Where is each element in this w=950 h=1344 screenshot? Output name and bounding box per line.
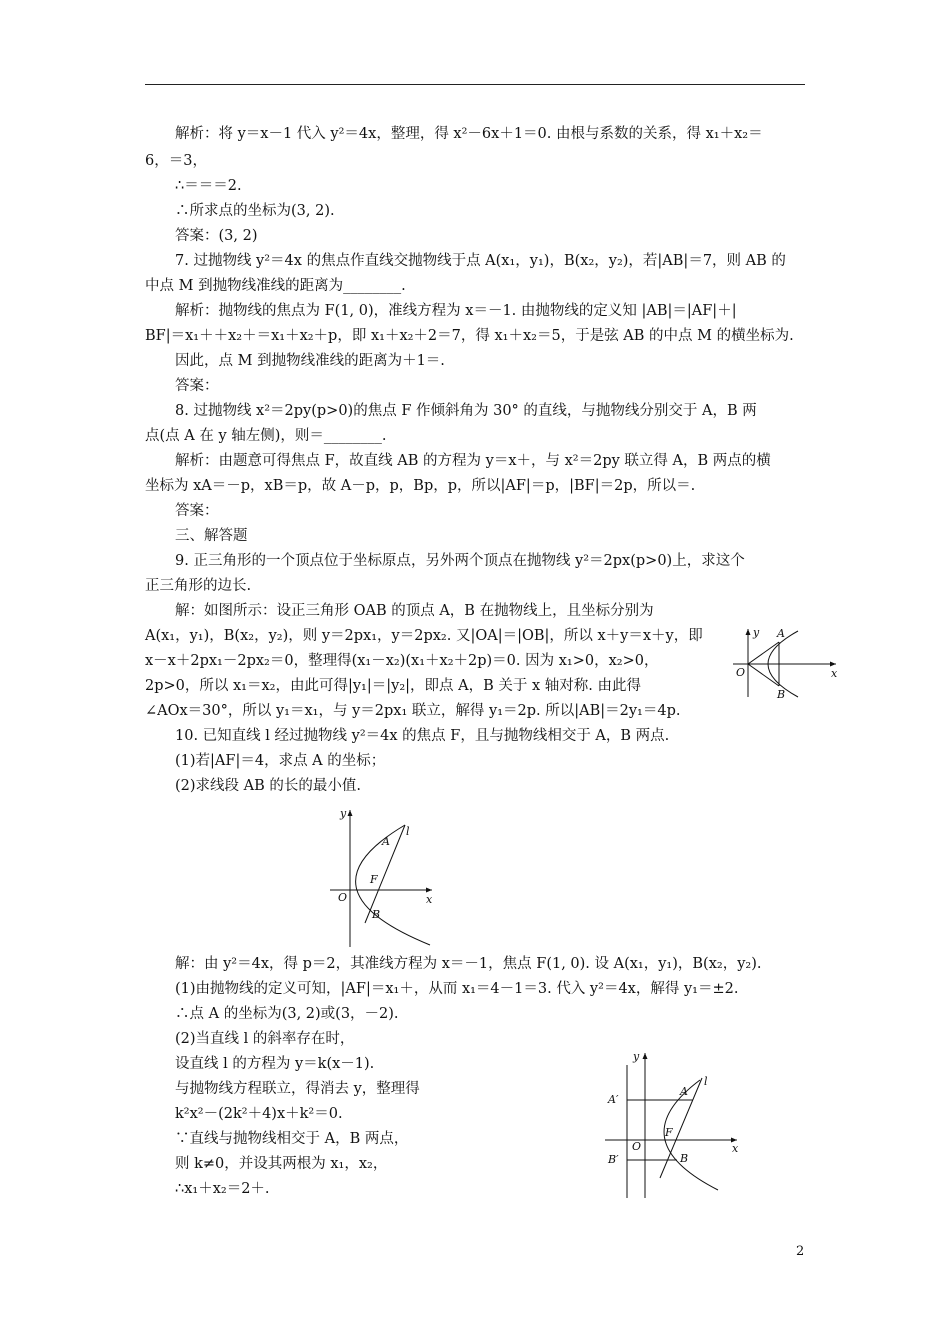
y-axis-arrow	[643, 1053, 648, 1059]
origin-label: O	[632, 1140, 642, 1153]
text-line: k²x²－(2k²＋4)x＋k²＝0.	[175, 1106, 343, 1122]
segment-ob	[748, 664, 779, 686]
text-line: 则 k≠0，并设其两根为 x₁，x₂，	[175, 1156, 388, 1172]
origin-label: O	[736, 666, 746, 679]
answer-line: 答案：	[175, 378, 219, 394]
text-line: 6，＝3，	[145, 153, 207, 169]
text-line: 设直线 l 的方程为 y＝k(x－1).	[175, 1056, 375, 1072]
question-line: 正三角形的边长.	[145, 578, 252, 594]
x-axis-label: x	[831, 667, 838, 680]
y-axis-arrow	[348, 810, 353, 816]
point-b-label: B	[777, 688, 786, 701]
header-rule	[145, 84, 805, 85]
question-line: 8. 过抛物线 x²＝2py(p>0)的焦点 F 作倾斜角为 30° 的直线，与抛物线分别交于 A，B 两	[175, 403, 757, 419]
question-line: (2)求线段 AB 的长的最小值.	[175, 778, 361, 794]
point-a-label: A	[382, 835, 390, 848]
text-line: 解：由 y²＝4x，得 p＝2，其准线方程为 x＝－1，焦点 F(1, 0). 设 A(x₁，y₁)，B(x₂，y₂).	[175, 956, 762, 972]
focus-label: F	[665, 1126, 673, 1139]
text-line: x－x＋2px₁－2px₂＝0，整理得(x₁－x₂)(x₁＋x₂＋2p)＝0. 因为 x₁>0，x₂>0，	[145, 653, 659, 669]
text-line: ∴所求点的坐标为(3, 2).	[175, 203, 335, 219]
point-a-label: A	[777, 627, 785, 640]
point-b-prime-label: B′	[608, 1153, 619, 1166]
point-a-prime-label: A′	[608, 1093, 619, 1106]
text-line: 2p>0，所以 x₁＝x₂，由此可得|y₁|＝|y₂|，即点 A，B 关于 x 轴对称. 由此得	[145, 678, 641, 694]
question-line: (1)若|AF|＝4，求点 A 的坐标；	[175, 753, 386, 769]
text-line: (1)由抛物线的定义可知，|AF|＝x₁＋，从而 x₁＝4－1＝3. 代入 y²＝4x，解得 y₁＝±2.	[175, 981, 739, 997]
text-line: ∠AOx＝30°，所以 y₁＝x₁，与 y＝2px₁ 联立，解得 y₁＝2p. 所以|AB|＝2y₁＝4p.	[145, 703, 681, 719]
x-axis-label: x	[732, 1142, 739, 1155]
text-line: A(x₁，y₁)，B(x₂，y₂)，则 y＝2px₁，y＝2px₂. 又|OA|＝|OB|，所以 x＋y＝x＋y，即	[145, 628, 703, 644]
point-b-label: B	[680, 1152, 689, 1165]
text-line: ∴x₁＋x₂＝2＋.	[175, 1181, 270, 1197]
text-line: 坐标为 xA＝－p，xB＝p，故 A－p，p，Bp，p，所以|AF|＝p，|BF|＝2p，所以＝.	[145, 478, 696, 494]
line-l-label: l	[704, 1075, 708, 1088]
page-number: 2	[796, 1244, 805, 1259]
question-line: 中点 M 到抛物线准线的距离为________.	[145, 278, 406, 294]
focus-label: F	[370, 873, 378, 886]
y-axis-label: y	[633, 1050, 640, 1063]
text-line: 解析：将 y＝x－1 代入 y²＝4x，整理，得 x²－6x＋1＝0. 由根与系数的关系，得 x₁＋x₂＝	[175, 126, 763, 142]
segment-oa	[748, 642, 779, 664]
text-line: 与抛物线方程联立，得消去 y，整理得	[175, 1081, 420, 1097]
parabola-directrix-figure	[600, 1050, 750, 1200]
x-axis-arrow	[426, 888, 432, 893]
text-line: ∴点 A 的坐标为(3, 2)或(3，－2).	[175, 1006, 399, 1022]
text-line: BF|＝x₁＋＋x₂＋＝x₁＋x₂＋p，即 x₁＋x₂＋2＝7，得 x₁＋x₂＝5，于是弦 AB 的中点 M 的横坐标为.	[145, 328, 794, 344]
y-axis-label: y	[753, 626, 760, 639]
question-line: 9. 正三角形的一个顶点位于坐标原点，另外两个顶点在抛物线 y²＝2px(p>0)上，求这个	[175, 553, 745, 569]
origin-label: O	[338, 891, 348, 904]
parabola-curve	[356, 825, 430, 945]
question-line: 7. 过抛物线 y²＝4x 的焦点作直线交抛物线于点 A(x₁，y₁)，B(x₂，y₂)，若|AB|＝7，则 AB 的	[175, 253, 786, 269]
point-b-label: B	[372, 908, 381, 921]
section-heading: 三、解答题	[175, 528, 248, 544]
point-a-label: A	[680, 1085, 688, 1098]
text-line: (2)当直线 l 的斜率存在时，	[175, 1031, 355, 1047]
x-axis-arrow	[830, 662, 836, 667]
question-line: 点(点 A 在 y 轴左侧)，则＝________.	[145, 428, 387, 444]
text-line: ∴＝＝＝2.	[175, 178, 242, 194]
triangle-parabola-figure	[728, 625, 843, 700]
text-line: ∵直线与抛物线相交于 A，B 两点，	[175, 1131, 409, 1147]
text-line: 解：如图所示：设正三角形 OAB 的顶点 A，B 在抛物线上，且坐标分别为	[175, 603, 654, 619]
y-axis-label: y	[340, 807, 347, 820]
question-line: 10. 已知直线 l 经过抛物线 y²＝4x 的焦点 F，且与抛物线相交于 A，B 两点.	[175, 728, 670, 744]
text-line: 因此，点 M 到抛物线准线的距离为＋1＝.	[175, 353, 445, 369]
parabola-chord-figure	[320, 805, 440, 950]
y-axis-arrow	[746, 629, 751, 635]
text-line: 解析：由题意可得焦点 F，故直线 AB 的方程为 y＝x＋，与 x²＝2py 联立得 A，B 两点的横	[175, 453, 771, 469]
text-line: 解析：抛物线的焦点为 F(1, 0)，准线方程为 x＝－1. 由抛物线的定义知 |AB|＝|AF|＋|	[175, 303, 737, 319]
x-axis-label: x	[426, 893, 433, 906]
answer-line: 答案：	[175, 503, 219, 519]
line-l-label: l	[406, 825, 410, 838]
answer-line: 答案：(3, 2)	[175, 228, 258, 244]
